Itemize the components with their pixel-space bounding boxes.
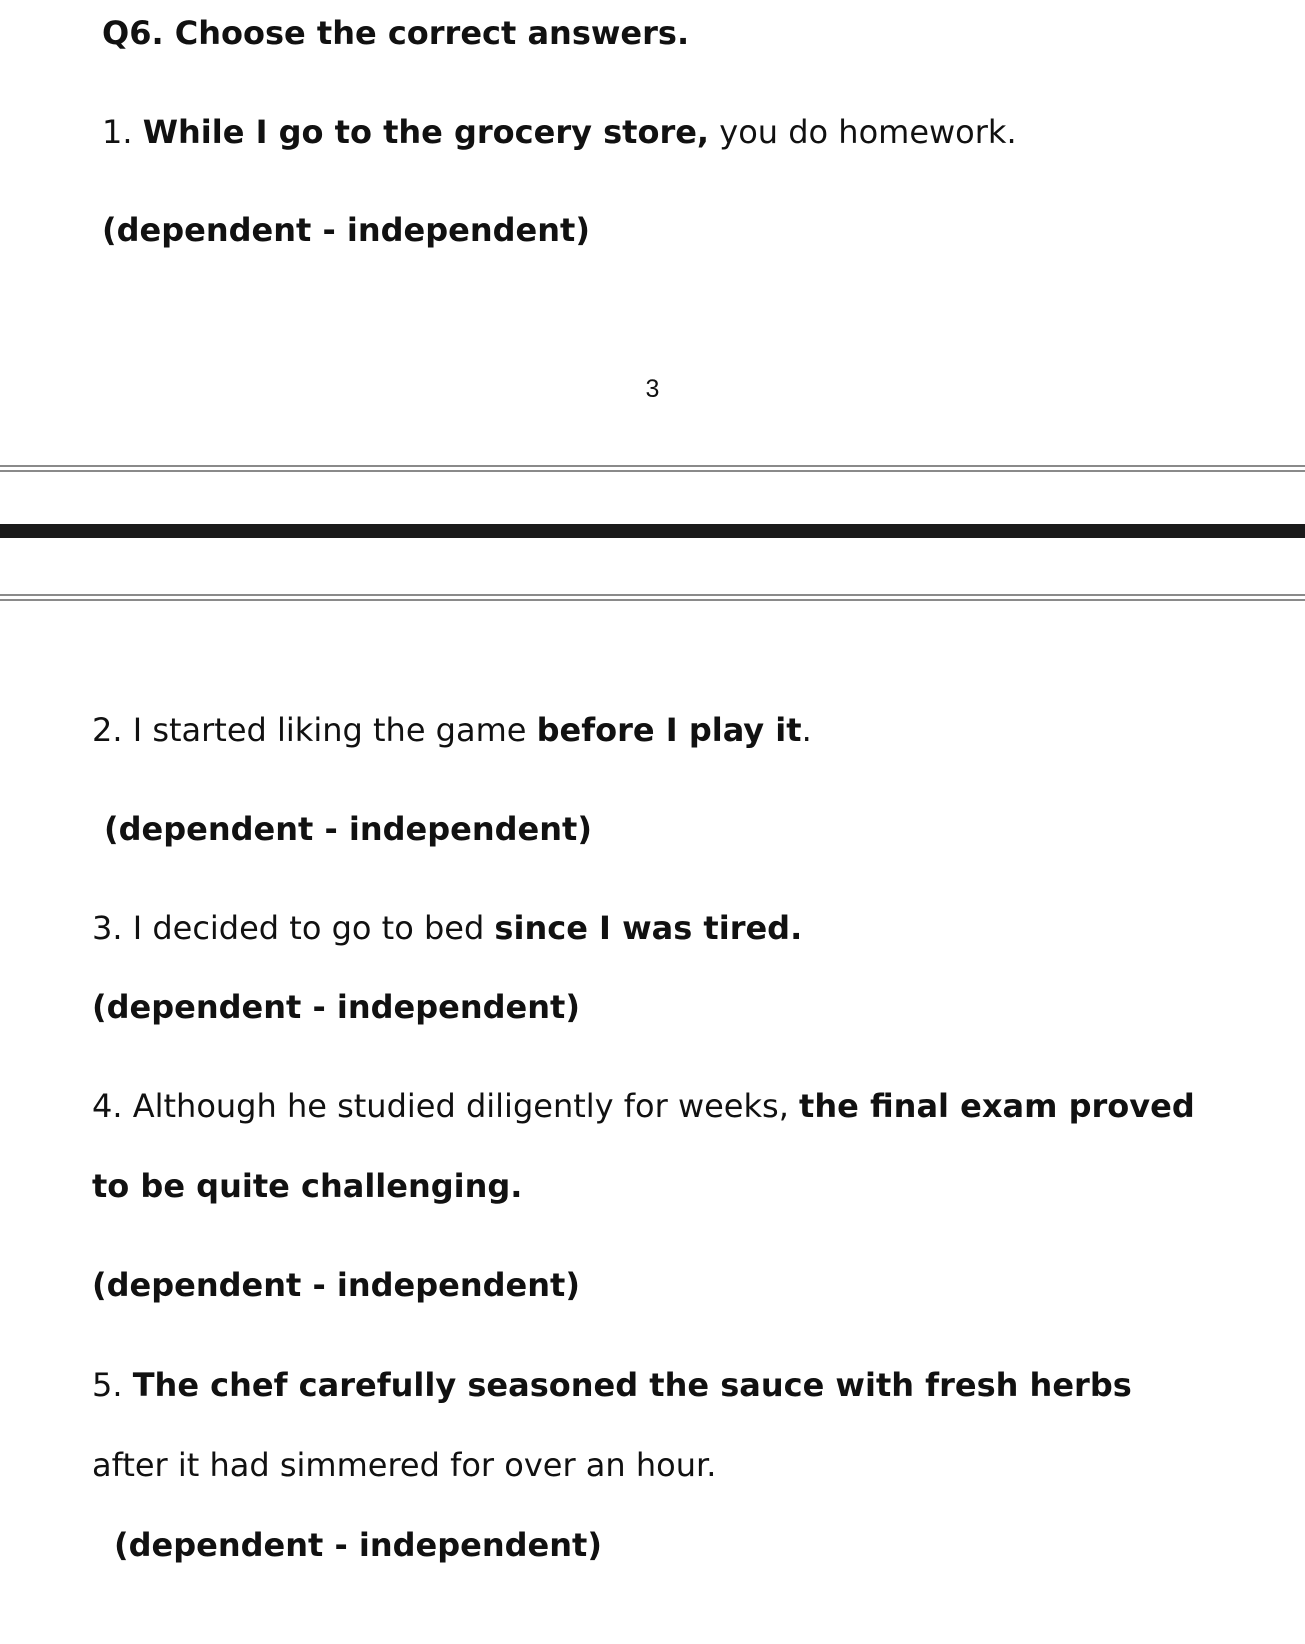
question-5-options[interactable]: (dependent - independent) — [114, 1526, 602, 1564]
question-1-options[interactable]: (dependent - independent) — [102, 211, 590, 249]
question-2-period: . — [801, 711, 812, 749]
question-3-options[interactable]: (dependent - independent) — [92, 988, 580, 1026]
question-1-normal-clause: you do homework. — [709, 113, 1017, 151]
question-3-normal-clause: I decided to go to bed — [132, 909, 495, 947]
question-2-normal-clause: I started liking the game — [132, 711, 537, 749]
question-4-bold-clause-continued: to be quite challenging. — [92, 1167, 523, 1205]
page-number-text: 3 — [645, 375, 660, 403]
question-5-normal-clause: after it had simmered for over an hour. — [92, 1446, 717, 1484]
question-2-bold-clause: before I play it — [536, 711, 802, 749]
question-3-bold-clause: since I was tired. — [494, 909, 803, 947]
page-divider-top-1 — [0, 465, 1305, 467]
question-4-number: 4. — [92, 1087, 133, 1125]
page-break-bar — [0, 524, 1305, 538]
question-4-normal-clause: Although he studied diligently for weeks, — [132, 1087, 800, 1125]
question-1 — [102, 112, 1017, 152]
page-number — [0, 374, 1305, 404]
page-divider-top-2 — [0, 470, 1305, 472]
page-divider-bottom-1 — [0, 594, 1305, 596]
question-5-number: 5. — [92, 1366, 133, 1404]
question-2-options[interactable]: (dependent - independent) — [104, 810, 592, 848]
question-heading: Q6. Choose the correct answers. — [102, 14, 690, 52]
question-3 — [92, 908, 802, 948]
question-4-options[interactable]: (dependent - independent) — [92, 1266, 580, 1304]
question-3-number: 3. — [92, 909, 133, 947]
question-1-number: 1. — [102, 113, 143, 151]
question-5-bold-clause: The chef carefully seasoned the sauce with fresh herbs — [132, 1366, 1132, 1404]
question-2 — [92, 710, 812, 750]
question-2-number: 2. — [92, 711, 133, 749]
question-4 — [92, 1086, 1195, 1126]
question-4-bold-clause: the final exam proved — [799, 1087, 1195, 1125]
page-divider-bottom-2 — [0, 599, 1305, 601]
question-5 — [92, 1365, 1132, 1405]
question-1-bold-clause: While I go to the grocery store, — [142, 113, 710, 151]
